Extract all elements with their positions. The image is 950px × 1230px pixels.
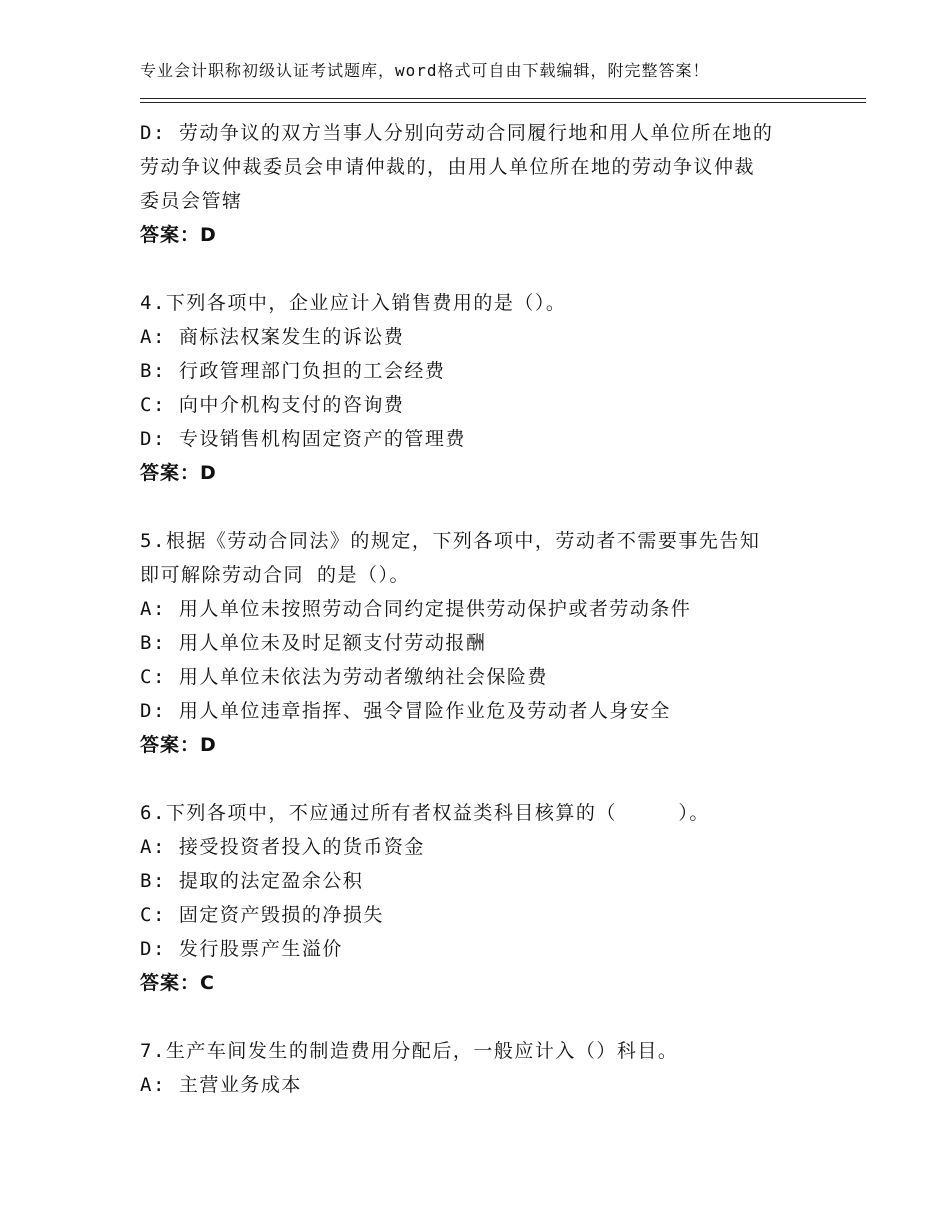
question-7 bbox=[140, 1034, 840, 1102]
option-a: A: 接受投资者投入的货币资金 bbox=[140, 836, 425, 858]
option-b: B: 提取的法定盈余公积 bbox=[140, 870, 364, 892]
question-stem: 5.根据《劳动合同法》的规定，下列各项中，劳动者不需要事先告知 bbox=[140, 530, 761, 552]
option-b: B: 用人单位未及时足额支付劳动报酬 bbox=[140, 632, 487, 654]
question-4 bbox=[140, 286, 840, 490]
spacer bbox=[140, 762, 840, 796]
option-a: A: 商标法权案发生的诉讼费 bbox=[140, 326, 405, 348]
answer: 答案：D bbox=[140, 224, 217, 246]
option-d: D: 用人单位违章指挥、强令冒险作业危及劳动者人身安全 bbox=[140, 700, 671, 722]
question-stem: 4.下列各项中，企业应计入销售费用的是（）。 bbox=[140, 292, 567, 314]
option-d-continued: 劳动争议仲裁委员会申请仲裁的，由用人单位所在地的劳动争议仲裁 bbox=[140, 156, 756, 178]
question-list bbox=[140, 116, 840, 1102]
option-d: D: 专设销售机构固定资产的管理费 bbox=[140, 428, 466, 450]
spacer bbox=[140, 1000, 840, 1034]
answer: 答案：C bbox=[140, 972, 215, 994]
option-c: C: 用人单位未依法为劳动者缴纳社会保险费 bbox=[140, 666, 548, 688]
option-a: A: 用人单位未按照劳动合同约定提供劳动保护或者劳动条件 bbox=[140, 598, 692, 620]
spacer bbox=[140, 490, 840, 524]
answer: 答案：D bbox=[140, 462, 217, 484]
question-3 bbox=[140, 116, 840, 252]
option-d-continued: 委员会管辖 bbox=[140, 190, 243, 212]
option-d: D: 劳动争议的双方当事人分别向劳动合同履行地和用人单位所在地的 bbox=[140, 122, 774, 144]
header-rule-top bbox=[140, 98, 866, 99]
option-c: C: 向中介机构支付的咨询费 bbox=[140, 394, 405, 416]
question-stem: 6.下列各项中，不应通过所有者权益类科目核算的（ ）。 bbox=[140, 802, 710, 824]
question-stem: 7.生产车间发生的制造费用分配后，一般应计入（）科目。 bbox=[140, 1040, 679, 1062]
question-6 bbox=[140, 796, 840, 1000]
option-b: B: 行政管理部门负担的工会经费 bbox=[140, 360, 446, 382]
spacer bbox=[140, 252, 840, 286]
option-a: A: 主营业务成本 bbox=[140, 1074, 302, 1096]
header-rule-bottom bbox=[140, 102, 866, 103]
page-header: 专业会计职称初级认证考试题库，word格式可自由下载编辑，附完整答案！ bbox=[140, 61, 710, 80]
answer: 答案：D bbox=[140, 734, 217, 756]
option-d: D: 发行股票产生溢价 bbox=[140, 938, 343, 960]
option-c: C: 固定资产毁损的净损失 bbox=[140, 904, 384, 926]
question-stem-continued: 即可解除劳动合同 的是（）。 bbox=[140, 564, 410, 586]
question-5 bbox=[140, 524, 840, 762]
